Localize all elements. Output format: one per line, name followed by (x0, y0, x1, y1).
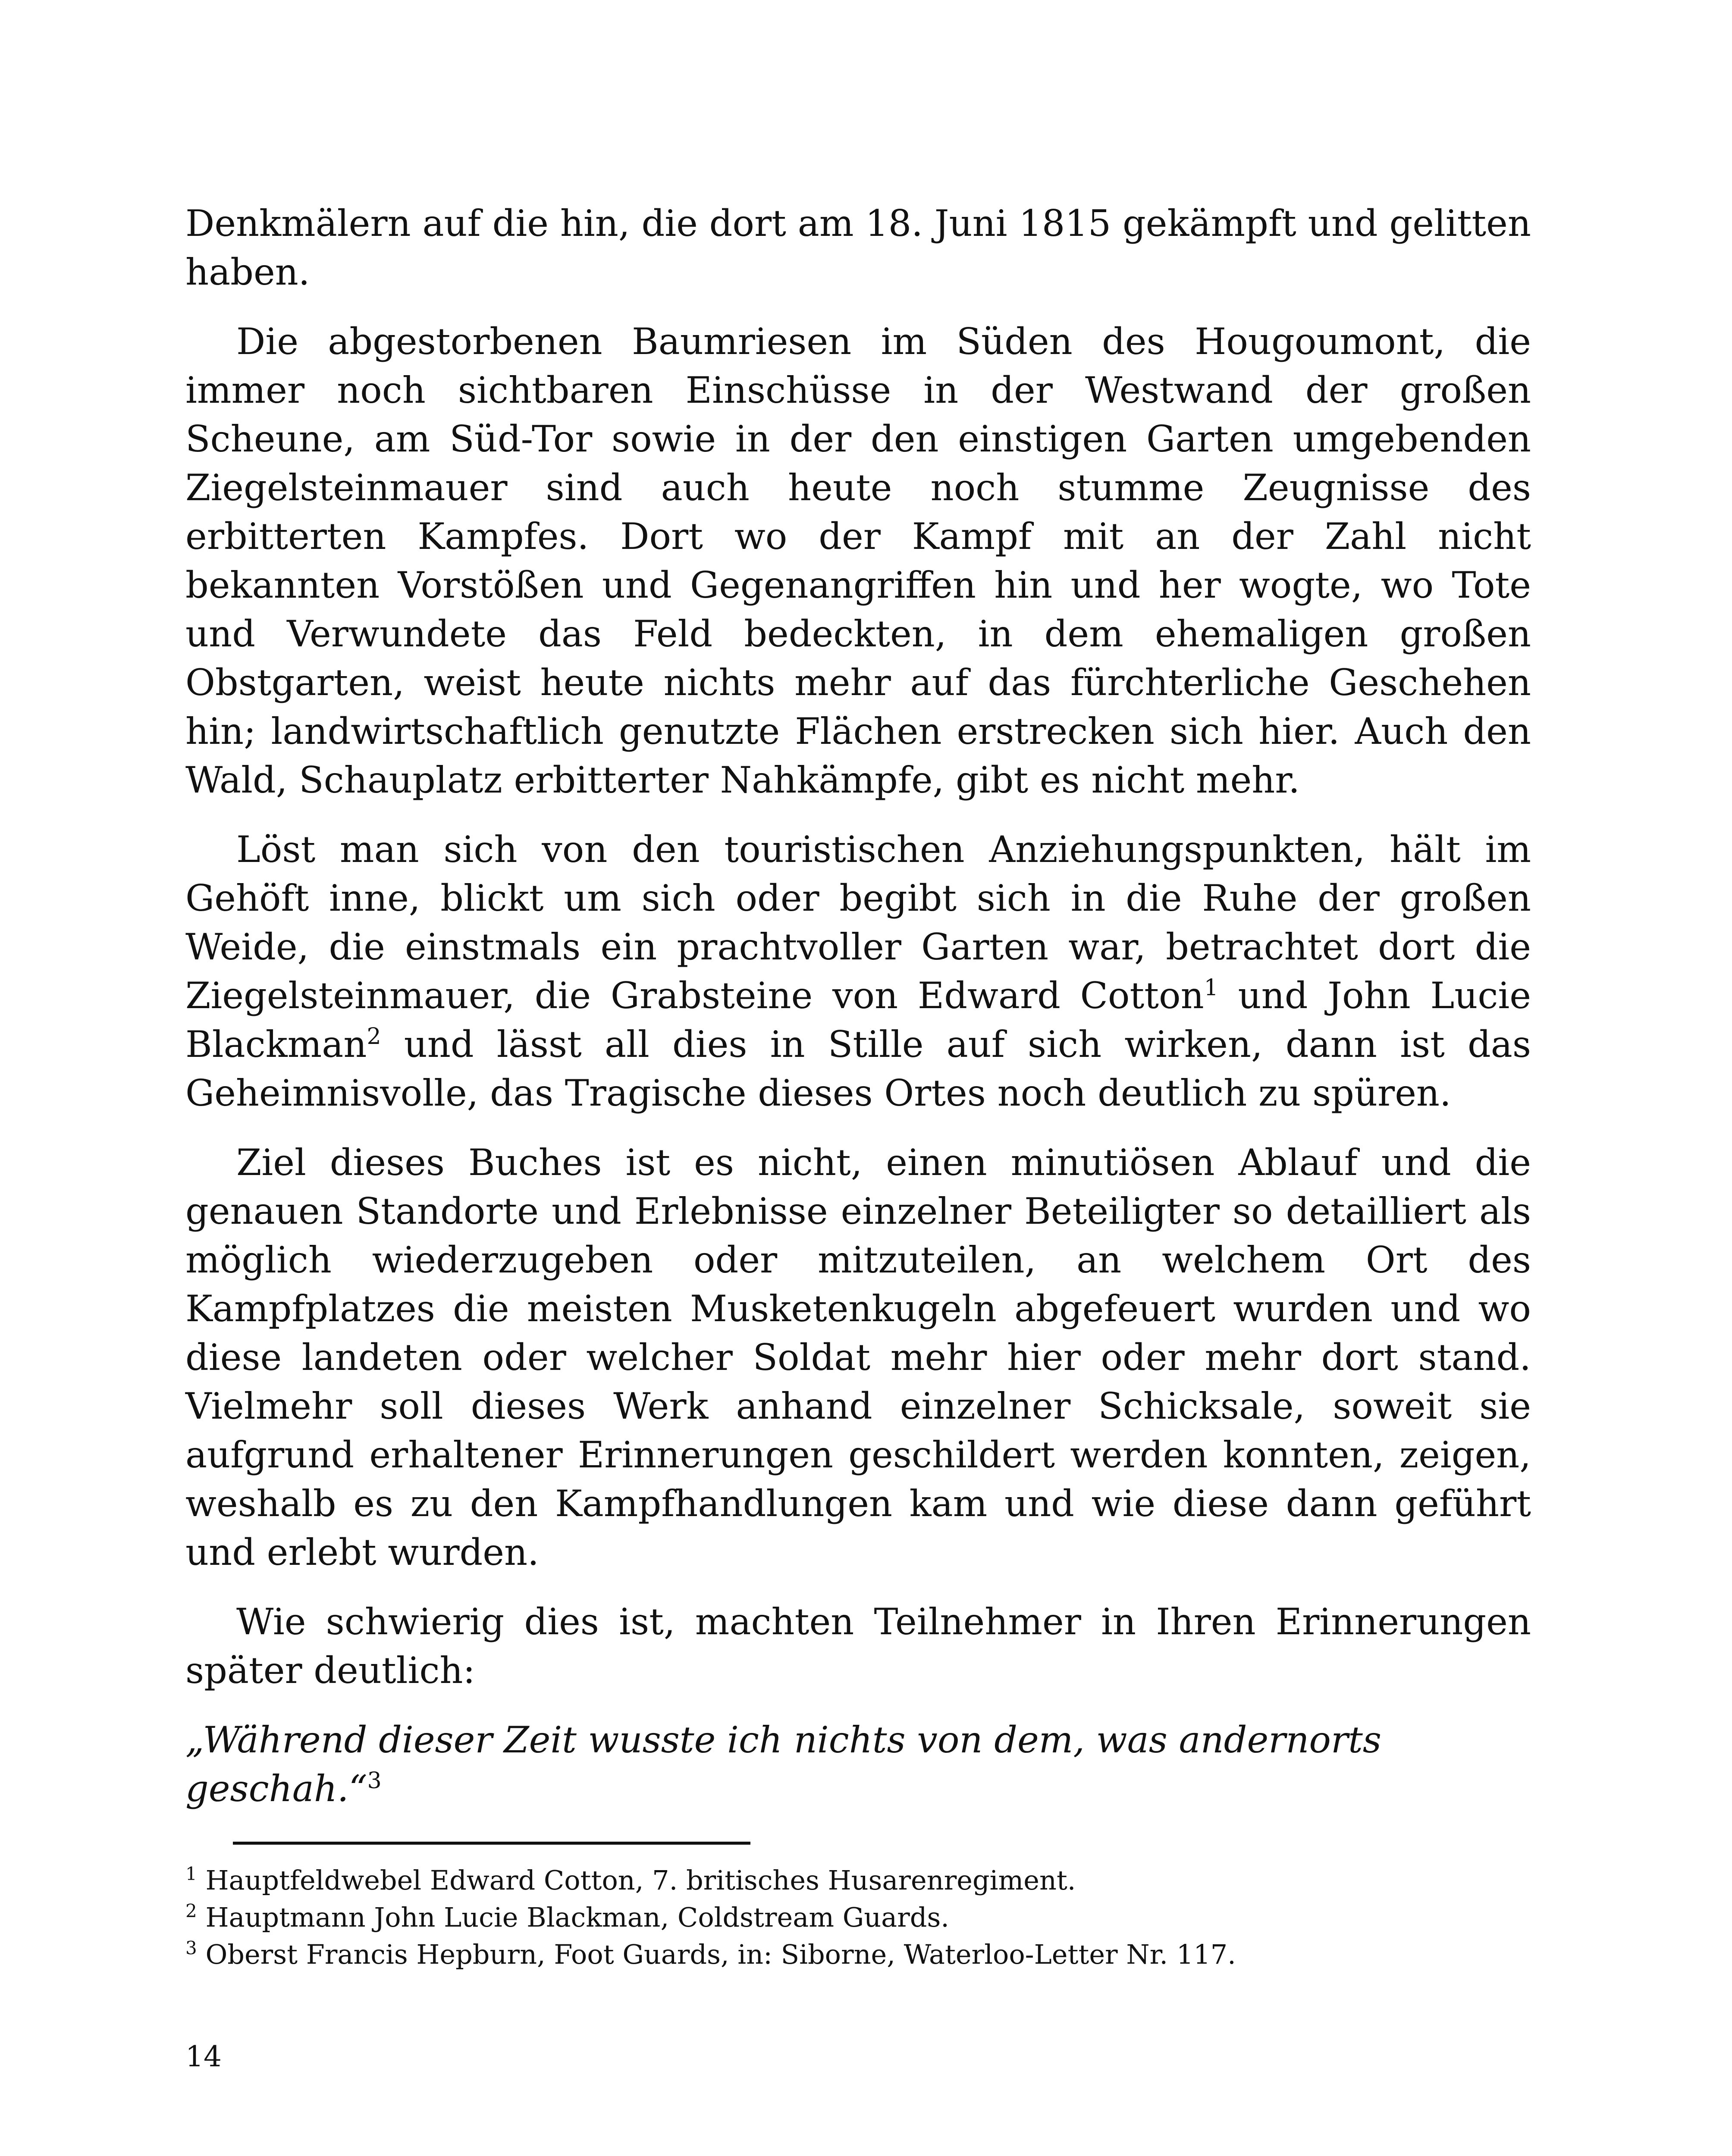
footnote-number: 2 (185, 1900, 197, 1921)
paragraph-difficulty: Wie schwierig dies ist, machten Teilnehmer in Ihren Erinnerungen später deutlich: (185, 1601, 1531, 1692)
footnote-number: 3 (185, 1937, 197, 1959)
quote (185, 1716, 1531, 1813)
footnote (185, 1936, 1531, 1973)
footnote-separator (233, 1842, 750, 1845)
footnote-number: 1 (185, 1863, 197, 1884)
footnotes (185, 1862, 1531, 1973)
footnote (185, 1862, 1531, 1899)
paragraph-text: Löst man sich von den touristischen Anziehungspunkten, hält im Gehöft inne, blickt um sich oder begibt sich in die Ruhe der großen Weide, die einstmals ein prachtvoller Garten war, betrachtet dort die Ziegelsteinmauer, die Grabsteine von Edward Cotton (185, 828, 1531, 1017)
paragraph-book-goal: Ziel dieses Buches ist es nicht, einen minutiösen Ablauf und die genauen Standorte und Erlebnisse einzelner Beteiligter so detailliert als möglich wiederzugeben oder mitzuteilen, an welchem Ort des Kampfplatzes die meisten Musketenkugeln abgefeuert wurden und wo diese landeten oder welcher Soldat mehr hier oder mehr dort stand. Vielmehr soll dieses Werk anhand einzelner Schicksale, soweit sie aufgrund erhaltener Erinnerungen geschildert werden konnten, zeigen, weshalb es zu den Kampfhandlungen kam und wie diese dann geführt und erlebt wurden. (185, 1141, 1531, 1573)
paragraph-hougoumont-traces: Die abgestorbenen Baumriesen im Süden des Hougoumont, die immer noch sichtbaren Einschüsse in der Westwand der großen Scheune, am Süd-Tor sowie in der den einstigen Garten umgebenden Ziegelsteinmauer sind auch heute noch stumme Zeugnisse des erbitterten Kampfes. Dort wo der Kampf mit an der Zahl nicht bekannten Vorstößen und Gegenangriffen hin und her wogte, wo Tote und Verwundete das Feld bedeckten, in dem ehemaligen großen Obstgarten, weist heute nichts mehr auf das fürchterliche Geschehen hin; landwirtschaftlich genutzte Flächen erstrecken sich hier. Auch den Wald, Schauplatz erbitterter Nahkämpfe, gibt es nicht mehr. (185, 320, 1531, 801)
body-text (185, 199, 1531, 1813)
footnote-text: Hauptfeldwebel Edward Cotton, 7. britisches Husarenregiment. (197, 1865, 1076, 1896)
page-number: 14 (185, 2040, 222, 2073)
paragraph-continuation: Denkmälern auf die hin, die dort am 18. Juni 1815 gekämpft und gelitten haben. (185, 202, 1531, 293)
paragraph-text: und lässt all dies in Stille auf sich wirken, dann ist das Geheimnisvolle, das Tragische dieses Ortes noch deutlich zu spüren. (185, 1023, 1531, 1114)
footnote (185, 1899, 1531, 1936)
footnote-text: Oberst Francis Hepburn, Foot Guards, in: Siborne, Waterloo-Letter Nr. 117. (197, 1939, 1236, 1970)
paragraph-gravestones (185, 825, 1531, 1118)
footnote-reference[interactable]: 2 (367, 1024, 381, 1050)
footnote-text: Hauptmann John Lucie Blackman, Coldstream Guards. (197, 1902, 949, 1933)
footnote-reference[interactable]: 3 (367, 1768, 382, 1794)
footnote-reference[interactable]: 1 (1204, 975, 1218, 1001)
paragraph-text: und John Lucie Blackman (185, 975, 1531, 1065)
quote-text: „Während dieser Zeit wusste ich nichts von dem, was andernorts geschah.“ (185, 1719, 1382, 1810)
